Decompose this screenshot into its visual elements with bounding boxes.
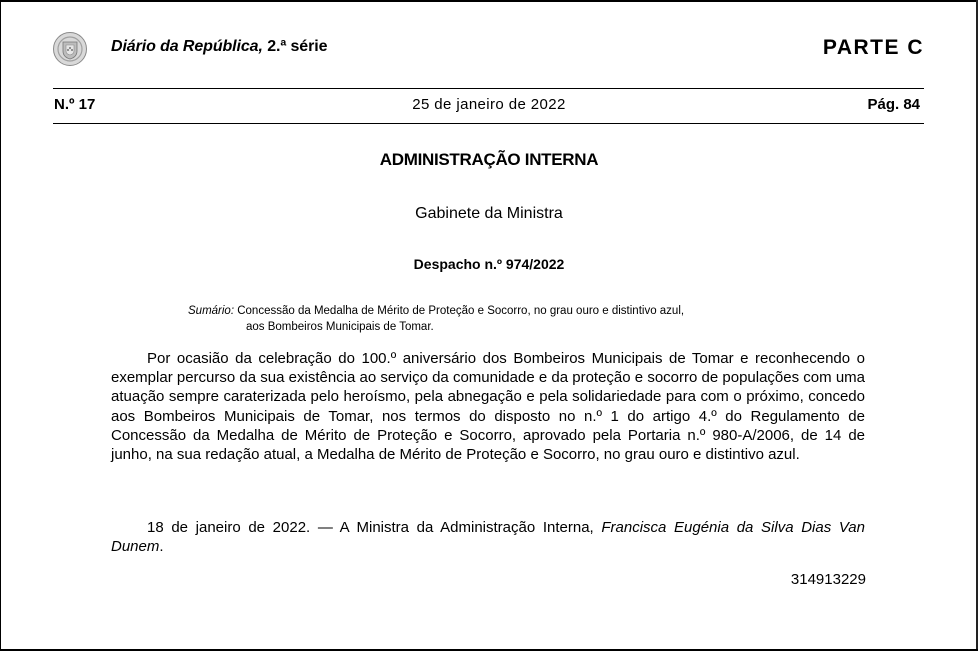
signatory-name: Francisca Eugénia da Silva Dias Van Dunem bbox=[111, 519, 865, 556]
frame-top-border bbox=[0, 0, 978, 2]
closing-date-role: 18 de janeiro de 2022. — A Ministra da Administração Interna, bbox=[147, 519, 594, 536]
journal-name: Diário da República, bbox=[111, 38, 263, 55]
summary-label: Sumário: bbox=[188, 305, 235, 317]
closing-period: . bbox=[159, 538, 164, 556]
issue-number: N.º 17 bbox=[54, 96, 96, 113]
journal-title bbox=[111, 38, 327, 56]
cabinet-heading: Gabinete da Ministra bbox=[415, 205, 563, 222]
page-number: Pág. 84 bbox=[867, 96, 920, 113]
journal-series: 2.ª série bbox=[267, 38, 328, 55]
coat-of-arms-icon bbox=[52, 31, 88, 67]
summary-block bbox=[188, 303, 684, 335]
summary-line-1: Concessão da Medalha de Mérito de Proteção e Socorro, no grau ouro e distintivo azul, bbox=[237, 305, 685, 317]
dispatch-title: Despacho n.º 974/2022 bbox=[413, 256, 565, 272]
part-label: PARTE C bbox=[822, 36, 924, 59]
dispatch-body: Por ocasião da celebração do 100.º aniversário dos Bombeiros Municipais de Tomar e reconhecendo o exemplar percurso da sua existência ao serviço da comunidade e da proteção e socorro de populações com uma atuação sempre caraterizada pelo heroísmo, pela abnegação e pela solidariedade para com o próximo, concedo aos Bombeiros Municipais de Tomar, nos termos do disposto no n.º 1 do artigo 4.º do Regulamento de Concessão da Medalha de Mérito de Proteção e Socorro, aprovado pela Portaria n.º 980-A/2006, de 14 de junho, na sua redação atual, a Medalha de Mérito de Proteção e Socorro, no grau ouro e distintivo azul. bbox=[111, 350, 865, 464]
issue-date: 25 de janeiro de 2022 bbox=[412, 96, 566, 113]
document-code: 314913229 bbox=[790, 571, 866, 588]
ministry-heading: ADMINISTRAÇÃO INTERNA bbox=[379, 150, 599, 169]
header-rule-top bbox=[53, 88, 924, 89]
header-rule-bottom bbox=[53, 123, 924, 124]
closing-paragraph bbox=[111, 518, 865, 556]
summary-line-2: aos Bombeiros Municipais de Tomar. bbox=[246, 321, 434, 333]
